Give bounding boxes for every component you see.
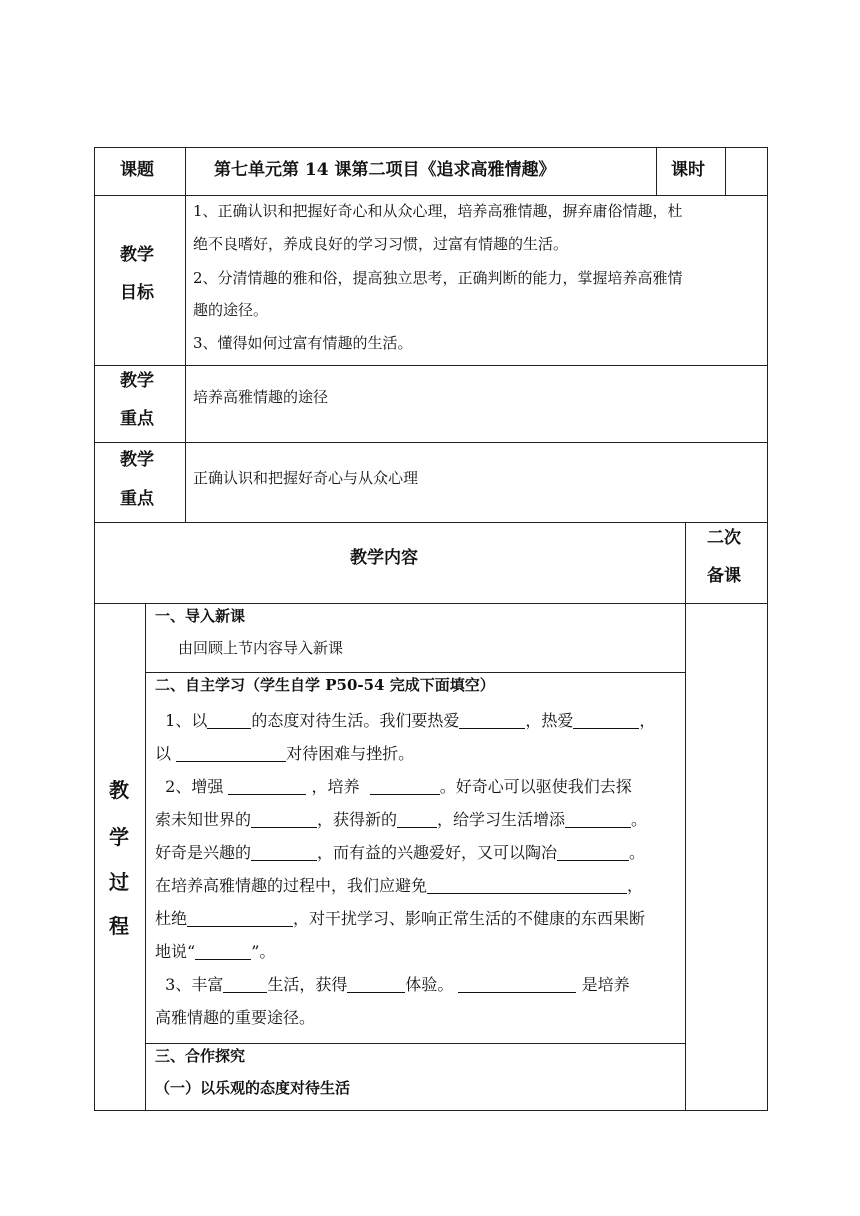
text: ，对干扰学习、影响正常生活的不健康的东西果断 <box>293 909 646 928</box>
fill-line <box>155 1001 679 1034</box>
text: ，热爱 <box>525 711 574 730</box>
hours-label: 课时 <box>671 160 705 180</box>
fill-blank <box>347 976 405 993</box>
hours-divider <box>725 147 726 196</box>
difficulty-text: 正确认识和把握好奇心与从众心理 <box>193 469 419 487</box>
text: 对待困难与挫折。 <box>286 744 415 763</box>
text: 杜绝 <box>155 909 188 928</box>
process-label-char: 学 <box>109 825 129 849</box>
prep-column-divider <box>685 522 686 1111</box>
fill-blank <box>251 811 317 828</box>
text: ，获得新的 <box>317 810 398 829</box>
fill-line <box>155 968 679 1001</box>
text: 以 <box>155 744 172 763</box>
objective-line: 3、懂得如何过富有情趣的生活。 <box>193 334 413 352</box>
text: 好奇是兴趣的 <box>155 843 252 862</box>
objective-line: 2、分清情趣的雅和俗，提高独立思考，正确判断的能力，掌握培养高雅情 <box>193 269 683 287</box>
table-border-top <box>94 147 768 148</box>
text: ”。 <box>251 942 276 961</box>
key-point-label: 教学 <box>120 371 154 391</box>
fill-blank <box>195 943 251 960</box>
process-label-char: 教 <box>109 778 129 802</box>
objective-line: 趣的途径。 <box>193 301 269 319</box>
second-prep-label: 备课 <box>707 566 741 586</box>
section-divider <box>145 672 686 673</box>
text: 1、以 <box>165 711 208 730</box>
section1-title: 一、导入新课 <box>155 607 246 625</box>
text: 。 <box>631 810 648 829</box>
text: 是培养 <box>581 975 630 994</box>
key-point-text: 培养高雅情趣的途径 <box>193 388 329 406</box>
difficulty-label: 重点 <box>120 489 154 509</box>
section3-title: 三、合作探究 <box>155 1047 246 1065</box>
fill-line <box>155 836 679 869</box>
table-row-divider <box>94 442 768 443</box>
fill-blank <box>397 811 437 828</box>
fill-blank <box>565 811 631 828</box>
section2-body <box>155 704 679 1034</box>
table-row-divider <box>94 522 768 523</box>
table-border-left <box>94 147 95 1111</box>
fill-blank <box>573 712 639 729</box>
objective-line: 绝不良嗜好，养成良好的学习习惯，过富有情趣的生活。 <box>193 235 569 253</box>
table-row-divider <box>94 603 768 604</box>
text: ，培养 <box>311 777 360 796</box>
fill-blank <box>207 712 251 729</box>
text: ，给学习生活增添 <box>437 810 566 829</box>
section2-title: 二、自主学习（学生自学 P50-54 完成下面填空） <box>155 676 495 694</box>
difficulty-label: 教学 <box>120 450 154 470</box>
process-label-char: 程 <box>109 914 129 938</box>
section-divider <box>145 1043 686 1044</box>
process-label-divider <box>145 603 146 1111</box>
fill-line <box>155 902 679 935</box>
text: 。 <box>629 843 646 862</box>
objectives-label: 目标 <box>120 283 154 303</box>
text: 在培养高雅情趣的过程中，我们应避免 <box>155 876 428 895</box>
text: 体验。 <box>405 975 454 994</box>
second-prep-label: 二次 <box>707 528 741 548</box>
fill-blank <box>458 976 576 993</box>
fill-line <box>155 737 679 770</box>
label-column-divider <box>185 147 186 523</box>
section3-subtitle: （一）以乐观的态度对待生活 <box>155 1079 351 1097</box>
text: 索未知世界的 <box>155 810 252 829</box>
table-border-bottom <box>94 1110 768 1111</box>
fill-line <box>155 803 679 836</box>
hours-divider <box>656 147 657 196</box>
fill-blank <box>370 778 440 795</box>
text: ， <box>639 711 656 730</box>
content-title: 教学内容 <box>350 548 418 568</box>
fill-blank <box>228 778 306 795</box>
fill-blank <box>427 877 627 894</box>
key-point-label: 重点 <box>120 409 154 429</box>
lesson-title: 第七单元第 14 课第二项目《追求高雅情趣》 <box>214 160 556 180</box>
text: 2、增强 <box>165 777 224 796</box>
text: 。好奇心可以驱使我们去探 <box>439 777 632 796</box>
process-label-char: 过 <box>109 870 129 894</box>
fill-blank <box>557 844 629 861</box>
text: 3、丰富 <box>165 975 224 994</box>
table-row-divider <box>94 195 768 196</box>
fill-line <box>155 869 679 902</box>
fill-line <box>155 935 679 968</box>
fill-blank <box>251 844 317 861</box>
text: 地说“ <box>155 942 196 961</box>
fill-blank <box>187 910 293 927</box>
fill-line <box>155 770 679 803</box>
text: 高雅情趣的重要途径。 <box>155 1008 316 1027</box>
fill-blank <box>459 712 525 729</box>
objective-line: 1、正确认识和把握好奇心和从众心理，培养高雅情趣，摒弃庸俗情趣，杜 <box>193 202 683 220</box>
section1-text: 由回顾上节内容导入新课 <box>178 639 344 657</box>
topic-label: 课题 <box>120 160 154 180</box>
fill-line <box>155 704 679 737</box>
fill-blank <box>223 976 267 993</box>
text: ，而有益的兴趣爱好，又可以陶冶 <box>317 843 558 862</box>
table-row-divider <box>94 365 768 366</box>
objectives-label: 教学 <box>120 245 154 265</box>
table-border-right <box>767 147 768 1111</box>
text: ， <box>627 876 644 895</box>
fill-blank <box>176 745 286 762</box>
text: 的态度对待生活。我们要热爱 <box>251 711 460 730</box>
text: 生活，获得 <box>267 975 348 994</box>
